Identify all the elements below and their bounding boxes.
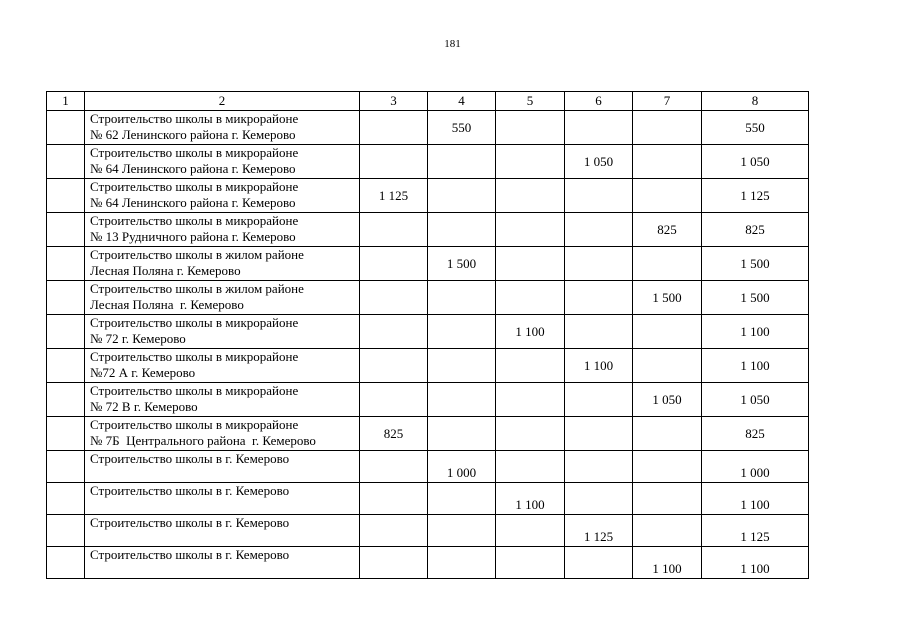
project-name-line-2: Лесная Поляна г. Кемерово <box>90 263 241 278</box>
amount-cell <box>428 417 496 451</box>
project-name-line-2: № 72 В г. Кемерово <box>90 399 198 414</box>
amount-value: 1 100 <box>583 357 614 373</box>
amount-cell <box>565 213 633 247</box>
table-row <box>47 483 809 515</box>
total-amount-value: 1 050 <box>740 153 770 169</box>
column-header: 4 <box>428 92 496 111</box>
total-amount-cell <box>702 417 809 451</box>
amount-cell <box>428 515 496 547</box>
project-name-cell <box>85 247 360 281</box>
amount-cell <box>565 315 633 349</box>
amount-cell <box>565 515 633 547</box>
row-number-cell <box>47 349 85 383</box>
project-name-line-2: № 64 Ленинского района г. Кемерово <box>90 161 296 176</box>
row-number-cell <box>47 111 85 145</box>
column-header: 2 <box>85 92 360 111</box>
table-row <box>47 247 809 281</box>
column-header: 1 <box>47 92 85 111</box>
amount-cell <box>428 547 496 579</box>
amount-cell <box>360 383 428 417</box>
amount-value: 825 <box>657 221 677 237</box>
amount-cell <box>633 483 702 515</box>
amount-cell <box>360 483 428 515</box>
construction-budget-table <box>46 91 809 579</box>
column-header: 7 <box>633 92 702 111</box>
column-header: 6 <box>565 92 633 111</box>
amount-cell <box>496 179 565 213</box>
amount-cell <box>633 179 702 213</box>
project-name-line-1: Строительство школы в микрорайоне <box>90 417 299 432</box>
total-amount-value: 1 500 <box>740 255 770 271</box>
amount-cell <box>496 315 565 349</box>
project-name-line-2: Лесная Поляна г. Кемерово <box>90 297 244 312</box>
table-row <box>47 179 809 213</box>
amount-cell <box>360 417 428 451</box>
project-name-line-2: № 64 Ленинского района г. Кемерово <box>90 195 296 210</box>
project-name-line-1: Строительство школы в микрорайоне <box>90 145 299 160</box>
total-amount-cell <box>702 547 809 579</box>
amount-cell <box>496 417 565 451</box>
project-name-line-1: Строительство школы в г. Кемерово <box>90 483 290 498</box>
amount-cell <box>428 281 496 315</box>
row-number-cell <box>47 417 85 451</box>
amount-cell <box>633 417 702 451</box>
project-name-line-1: Строительство школы в микрорайоне <box>90 383 299 398</box>
total-amount-cell <box>702 111 809 145</box>
total-amount-value: 1 100 <box>740 357 770 373</box>
total-amount-cell <box>702 281 809 315</box>
row-number-cell <box>47 315 85 349</box>
amount-value: 1 100 <box>652 560 682 576</box>
total-amount-cell <box>702 451 809 483</box>
amount-cell <box>360 179 428 213</box>
total-amount-cell <box>702 483 809 515</box>
total-amount-value: 1 100 <box>740 323 770 339</box>
row-number-cell <box>47 213 85 247</box>
amount-cell <box>565 145 633 179</box>
amount-cell <box>565 417 633 451</box>
amount-cell <box>633 349 702 383</box>
amount-cell <box>428 145 496 179</box>
project-name-line-1: Строительство школы в жилом районе <box>90 247 304 262</box>
table-row <box>47 281 809 315</box>
amount-cell <box>428 483 496 515</box>
table-row <box>47 145 809 179</box>
amount-value: 1 100 <box>515 496 545 512</box>
amount-cell <box>496 247 565 281</box>
amount-cell <box>428 349 496 383</box>
total-amount-value: 1 050 <box>740 391 770 407</box>
row-number-cell <box>47 145 85 179</box>
project-name-cell <box>85 315 360 349</box>
amount-cell <box>565 483 633 515</box>
amount-cell <box>496 451 565 483</box>
column-header: 3 <box>360 92 428 111</box>
total-amount-value: 1 500 <box>740 289 770 305</box>
amount-cell <box>360 213 428 247</box>
project-name-line-1: Строительство школы в микрорайоне <box>90 179 299 194</box>
project-name-cell <box>85 483 360 515</box>
row-number-cell <box>47 451 85 483</box>
amount-cell <box>360 281 428 315</box>
project-name-line-2: № 13 Рудничного района г. Кемерово <box>90 229 296 244</box>
row-number-cell <box>47 515 85 547</box>
table-row <box>47 451 809 483</box>
column-header: 8 <box>702 92 809 111</box>
header-row <box>47 92 809 111</box>
project-name-cell <box>85 281 360 315</box>
total-amount-cell <box>702 213 809 247</box>
project-name-cell <box>85 179 360 213</box>
table-row <box>47 349 809 383</box>
amount-cell <box>633 213 702 247</box>
amount-cell <box>633 547 702 579</box>
total-amount-cell <box>702 515 809 547</box>
table-row <box>47 213 809 247</box>
row-number-cell <box>47 547 85 579</box>
amount-cell <box>496 349 565 383</box>
row-number-cell <box>47 281 85 315</box>
project-name-line-2: № 72 г. Кемерово <box>90 331 186 346</box>
amount-cell <box>633 383 702 417</box>
amount-cell <box>360 515 428 547</box>
project-name-cell <box>85 349 360 383</box>
amount-cell <box>428 111 496 145</box>
amount-cell <box>496 213 565 247</box>
amount-value: 1 125 <box>378 187 409 203</box>
amount-cell <box>496 483 565 515</box>
project-name-line-1: Строительство школы в микрорайоне <box>90 349 299 364</box>
project-name-line-1: Строительство школы в г. Кемерово <box>90 547 290 562</box>
project-name-cell <box>85 515 360 547</box>
total-amount-value: 1 125 <box>740 528 770 544</box>
amount-cell <box>565 383 633 417</box>
amount-cell <box>496 111 565 145</box>
amount-cell <box>496 383 565 417</box>
table-row <box>47 111 809 145</box>
amount-cell <box>496 145 565 179</box>
row-number-cell <box>47 383 85 417</box>
total-amount-cell <box>702 145 809 179</box>
project-name-cell <box>85 383 360 417</box>
row-number-cell <box>47 179 85 213</box>
table-row <box>47 515 809 547</box>
total-amount-value: 825 <box>745 425 765 441</box>
amount-cell <box>428 383 496 417</box>
amount-cell <box>428 213 496 247</box>
total-amount-value: 1 100 <box>740 496 770 512</box>
amount-cell <box>565 349 633 383</box>
amount-cell <box>565 247 633 281</box>
amount-cell <box>360 111 428 145</box>
amount-cell <box>633 315 702 349</box>
page-number: 181 <box>444 38 461 50</box>
amount-cell <box>565 179 633 213</box>
amount-cell <box>496 281 565 315</box>
amount-cell <box>496 547 565 579</box>
project-name-line-2: № 62 Ленинского района г. Кемерово <box>90 127 296 142</box>
column-header: 5 <box>496 92 565 111</box>
total-amount-cell <box>702 349 809 383</box>
amount-cell <box>360 547 428 579</box>
amount-cell <box>633 281 702 315</box>
amount-cell <box>633 515 702 547</box>
table-row <box>47 547 809 579</box>
total-amount-cell <box>702 179 809 213</box>
project-name-cell <box>85 417 360 451</box>
amount-cell <box>360 451 428 483</box>
total-amount-cell <box>702 247 809 281</box>
amount-value: 1 000 <box>446 464 477 480</box>
total-amount-value: 1 100 <box>740 560 770 576</box>
project-name-cell <box>85 451 360 483</box>
amount-value: 1 500 <box>446 255 477 271</box>
project-name-line-1: Строительство школы в микрорайоне <box>90 213 299 228</box>
amount-value: 550 <box>451 119 472 135</box>
amount-value: 825 <box>383 425 404 441</box>
amount-cell <box>565 451 633 483</box>
amount-cell <box>360 247 428 281</box>
project-name-cell <box>85 547 360 579</box>
amount-value: 1 050 <box>652 391 682 407</box>
amount-cell <box>428 451 496 483</box>
row-number-cell <box>47 483 85 515</box>
amount-cell <box>565 547 633 579</box>
amount-cell <box>565 111 633 145</box>
project-name-line-2: №72 А г. Кемерово <box>90 365 196 380</box>
total-amount-cell <box>702 315 809 349</box>
amount-value: 1 100 <box>515 323 545 339</box>
table-row <box>47 315 809 349</box>
amount-cell <box>633 451 702 483</box>
amount-cell <box>565 281 633 315</box>
amount-value: 1 125 <box>583 528 614 544</box>
amount-cell <box>496 515 565 547</box>
table-row <box>47 383 809 417</box>
total-amount-cell <box>702 383 809 417</box>
project-name-cell <box>85 145 360 179</box>
amount-cell <box>428 247 496 281</box>
amount-cell <box>633 111 702 145</box>
amount-cell <box>360 315 428 349</box>
project-name-line-1: Строительство школы в микрорайоне <box>90 315 299 330</box>
project-name-line-1: Строительство школы в микрорайоне <box>90 111 299 126</box>
total-amount-value: 550 <box>745 119 765 135</box>
amount-value: 1 500 <box>652 289 682 305</box>
total-amount-value: 1 125 <box>740 187 770 203</box>
amount-cell <box>428 179 496 213</box>
amount-value: 1 050 <box>583 153 614 169</box>
amount-cell <box>360 349 428 383</box>
project-name-line-1: Строительство школы в г. Кемерово <box>90 515 290 530</box>
table-row <box>47 417 809 451</box>
project-name-cell <box>85 213 360 247</box>
project-name-line-1: Строительство школы в г. Кемерово <box>90 451 290 466</box>
total-amount-value: 825 <box>745 221 765 237</box>
amount-cell <box>633 247 702 281</box>
project-name-line-1: Строительство школы в жилом районе <box>90 281 304 296</box>
total-amount-value: 1 000 <box>740 464 770 480</box>
amount-cell <box>360 145 428 179</box>
amount-cell <box>633 145 702 179</box>
row-number-cell <box>47 247 85 281</box>
amount-cell <box>428 315 496 349</box>
project-name-line-2: № 7Б Центрального района г. Кемерово <box>90 433 316 448</box>
project-name-cell <box>85 111 360 145</box>
